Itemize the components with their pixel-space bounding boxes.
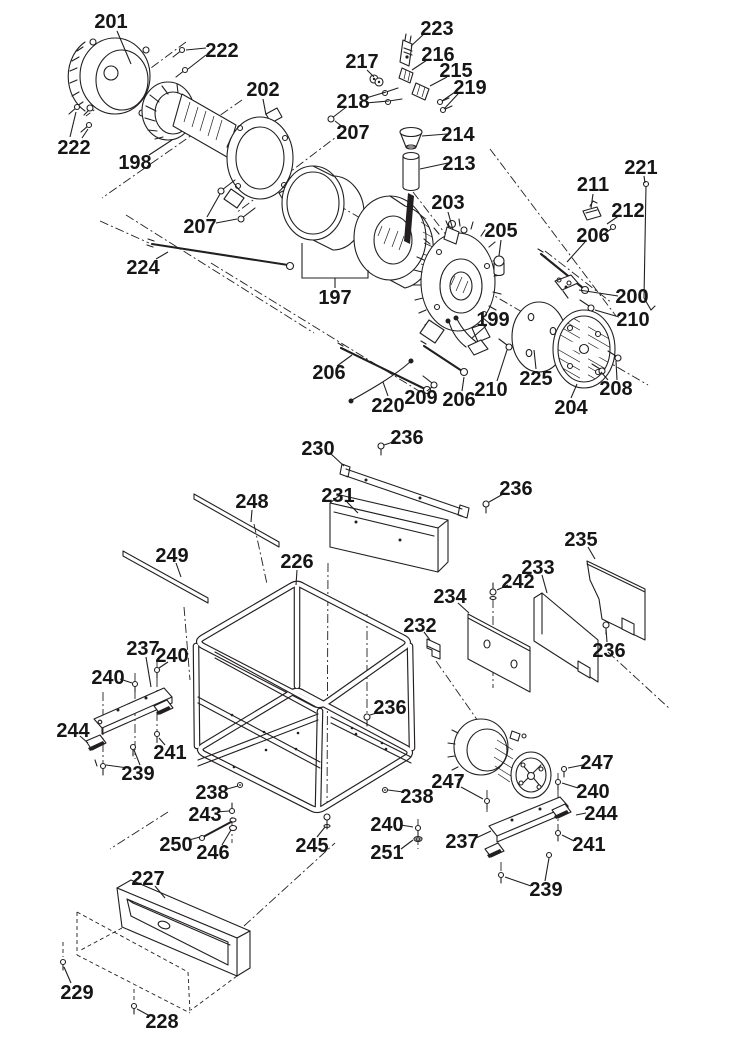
part-label-236: 236 [592,640,626,662]
leader-line [146,657,151,687]
part-205-cap [494,256,504,276]
leader-line [186,48,206,50]
part-label-200: 200 [615,286,649,308]
part-label-250: 250 [159,834,193,856]
part-label-225: 225 [519,368,553,390]
part-241-screw-right [556,831,561,842]
part-label-237: 237 [445,831,479,853]
part-label-231: 231 [321,485,355,507]
part-label-232: 232 [403,615,437,637]
part-label-223: 223 [420,18,454,40]
part-label-248: 248 [235,491,269,513]
part-label-236: 236 [373,697,407,719]
part-label-236: 236 [499,478,533,500]
part-label-244: 244 [584,803,618,825]
part-label-233: 233 [521,557,555,579]
part-label-226: 226 [280,551,314,573]
part-240-screw-center [416,826,421,837]
part-label-251: 251 [370,842,404,864]
part-label-206: 206 [442,389,476,411]
part-label-230: 230 [301,438,335,460]
part-label-247: 247 [431,771,465,793]
leader-line [505,877,531,886]
leader-line [216,219,237,223]
part-218-screws [383,88,403,105]
part-label-241: 241 [153,742,187,764]
part-label-220: 220 [371,395,405,417]
part-label-235: 235 [564,529,598,551]
part-200-brush-assembly [555,275,578,298]
part-label-237: 237 [126,638,160,660]
part-227-duct [117,880,250,976]
part-label-238: 238 [400,786,434,808]
part-label-238: 238 [195,782,229,804]
part-label-207: 207 [336,122,370,144]
part-label-218: 218 [336,91,370,113]
part-label-240: 240 [91,667,125,689]
part-label-221: 221 [624,157,658,179]
part-label-201: 201 [94,11,128,33]
part-224-bolt [147,239,294,270]
part-240-screws-left [133,668,160,693]
leader-line [499,240,501,256]
leader-line [335,270,368,278]
part-label-208: 208 [599,378,633,400]
leader-line [545,858,549,881]
part-label-217: 217 [345,51,379,73]
leader-line [383,382,388,396]
part-label-247: 247 [580,752,614,774]
part-label-206: 206 [576,225,610,247]
leader-line [64,967,71,983]
part-244-foot-right-front [485,843,504,858]
part-label-249: 249 [155,545,189,567]
part-246-washers [230,818,237,831]
part-label-212: 212 [611,200,645,222]
part-label-198: 198 [118,152,152,174]
part-213-tube [403,153,419,191]
part-223-brush-holder [400,34,412,66]
part-label-210: 210 [474,379,508,401]
part-label-197: 197 [318,287,352,309]
part-label-204: 204 [554,397,588,419]
leader-line [263,99,266,115]
part-label-216: 216 [421,44,455,66]
part-label-242: 242 [501,571,535,593]
part-232-bracket [427,639,440,659]
part-233-panel [534,593,598,682]
part-label-203: 203 [431,192,465,214]
part-label-240: 240 [576,781,610,803]
part-label-209: 209 [404,387,438,409]
part-label-234: 234 [433,586,467,608]
part-label-211: 211 [576,174,610,196]
part-label-205: 205 [484,220,518,242]
leader-line [70,112,76,137]
part-234-plate [468,614,530,692]
part-label-228: 228 [145,1011,179,1033]
leader-line [302,243,335,288]
part-245-bolt [324,814,330,829]
part-label-199: 199 [476,309,510,331]
part-label-245: 245 [295,835,329,857]
part-label-240: 240 [370,814,404,836]
part-label-224: 224 [126,257,160,279]
part-label-243: 243 [188,804,222,826]
part-label-219: 219 [453,77,487,99]
part-241-screw-left [155,732,160,743]
part-201-fan-cover [68,38,150,116]
part-label-239: 239 [529,879,563,901]
part-label-207: 207 [183,216,217,238]
part-label-222: 222 [205,40,239,62]
part-label-240: 240 [155,645,189,667]
part-label-239: 239 [121,763,155,785]
part-label-236: 236 [390,427,424,449]
part-217-terminal [370,75,383,86]
part-label-246: 246 [196,842,230,864]
part-label-214: 214 [441,124,475,146]
part-label-202: 202 [246,79,280,101]
part-215-block [412,83,429,100]
part-242-screw [490,583,496,600]
part-label-206: 206 [312,362,346,384]
part-label-229: 229 [60,982,94,1004]
part-251-nut [414,837,422,842]
part-label-241: 241 [572,834,606,856]
part-label-213: 213 [442,153,476,175]
leader-line [188,55,206,69]
part-label-244: 244 [56,720,90,742]
part-label-210: 210 [616,309,650,331]
part-235-panel [587,561,645,640]
leader-line [497,350,507,381]
part-214-funnel [400,128,422,150]
part-236-screws [364,443,609,726]
leader-line [207,194,220,217]
part-228-screw [132,1004,137,1015]
part-206-bolt-right [421,341,468,376]
part-240-screw-right [556,780,561,791]
part-label-215: 215 [439,60,473,82]
leader-line [149,140,172,155]
part-label-227: 227 [131,868,165,890]
part-216-block [399,68,413,83]
part-243-screw [230,803,235,814]
part-label-222: 222 [57,137,91,159]
part-219-screws [438,98,453,113]
